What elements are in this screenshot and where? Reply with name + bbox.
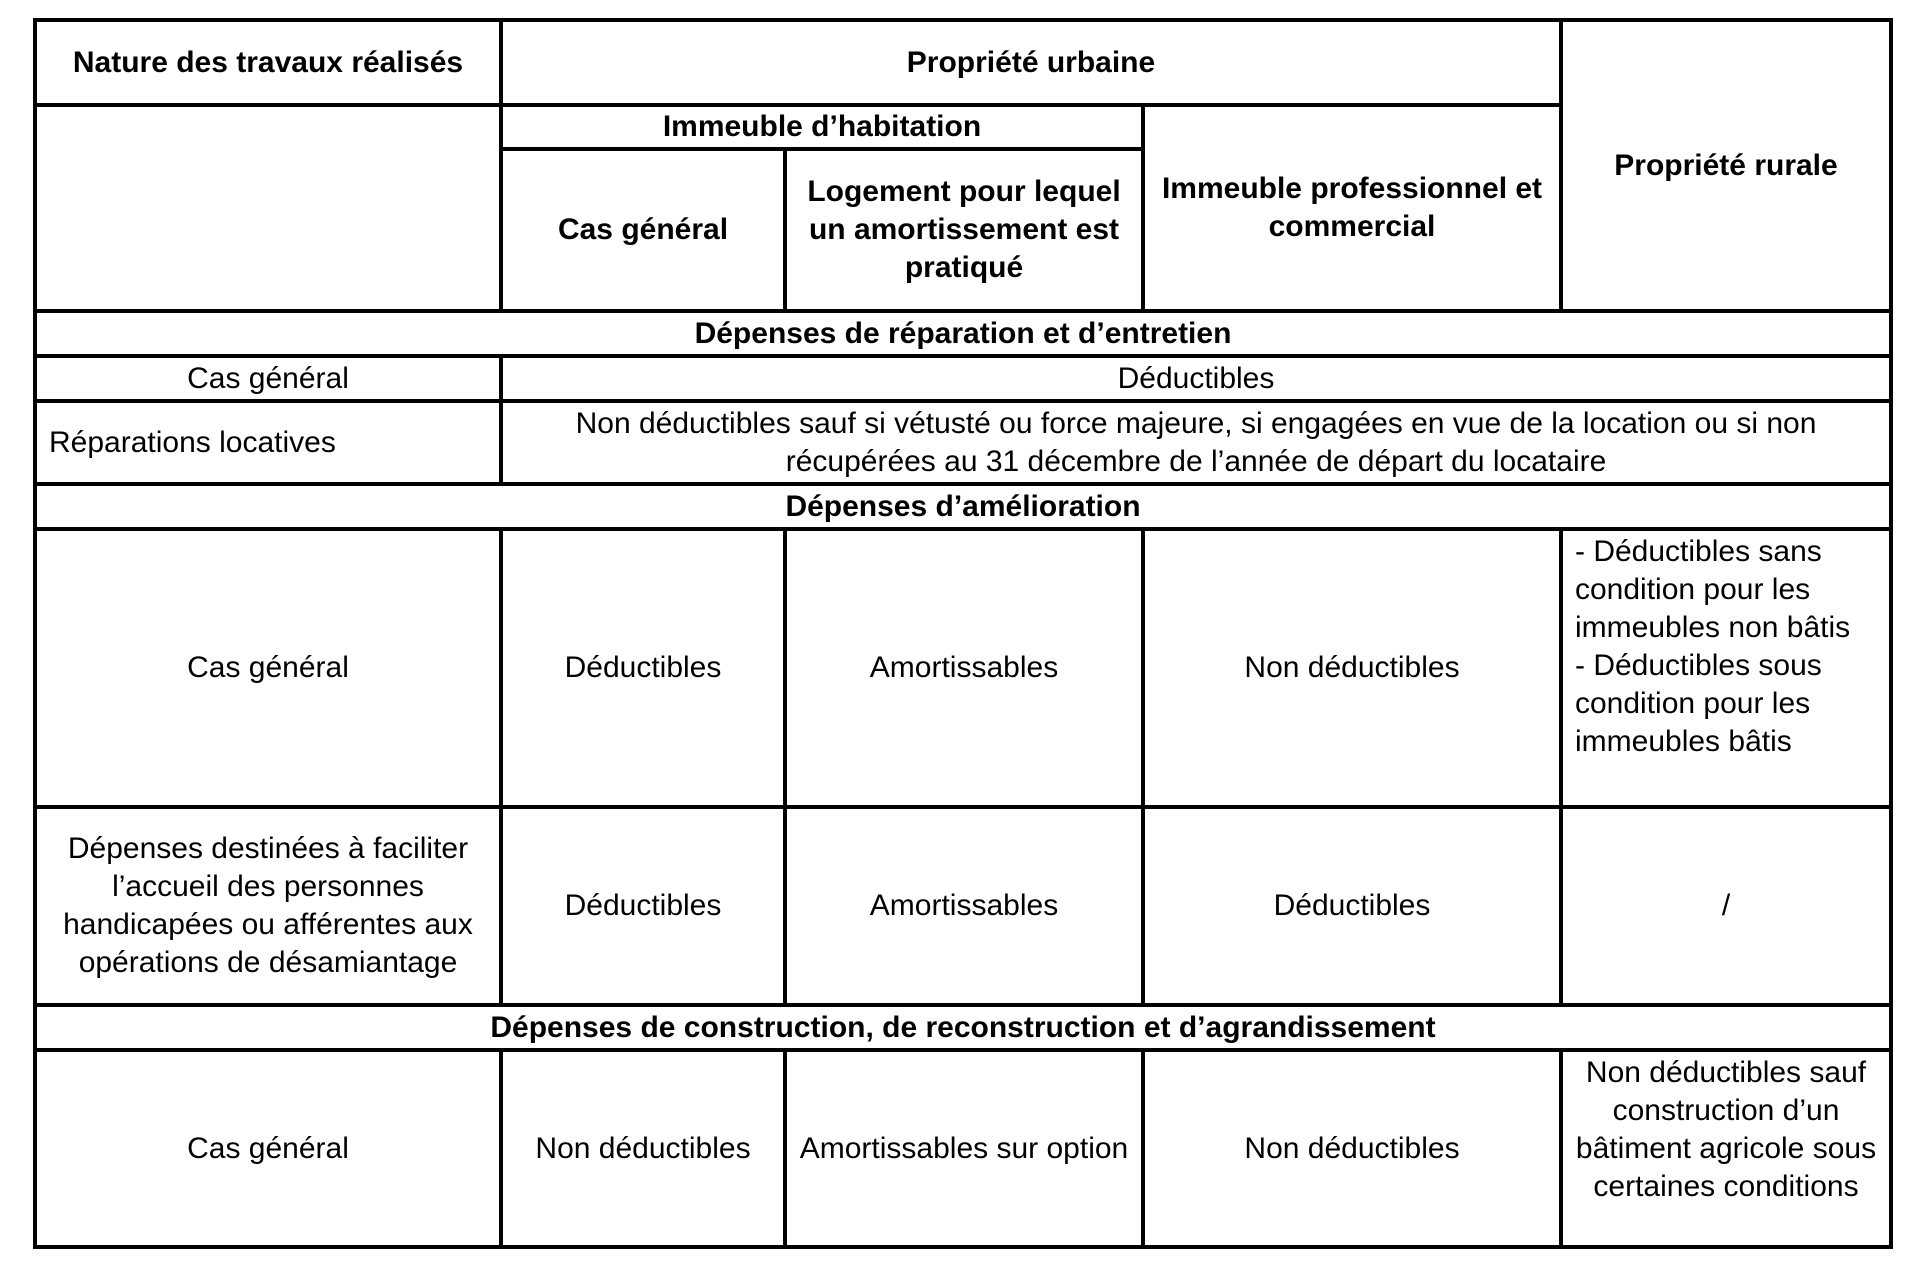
- header-empty-cell: [35, 105, 501, 311]
- table-row: [35, 356, 1891, 401]
- cell-reparations-locatives-rule: Non déductibles sauf si vétusté ou force majeure, si engagées en vue de la location ou si non récupérées au 31 décembre de l’année de départ du locataire: [501, 401, 1891, 484]
- header-propriete-rurale: Propriété rurale: [1561, 20, 1891, 311]
- cell-professionnel: Non déductibles: [1143, 1050, 1561, 1247]
- section-reparation-entretien: Dépenses de réparation et d’entretien: [35, 311, 1891, 356]
- header-immeuble-professionnel: Immeuble professionnel et commercial: [1143, 105, 1561, 311]
- header-row-1: [35, 20, 1891, 105]
- tax-deduction-table: [33, 18, 1893, 1249]
- section-row-amelioration: [35, 484, 1891, 529]
- cell-logement: Amortissables: [785, 807, 1143, 1005]
- cell-rurale: /: [1561, 807, 1891, 1005]
- table-row: [35, 529, 1891, 807]
- row-label-cas-general: Cas général: [35, 529, 501, 807]
- row-label-reparations-locatives: Réparations locatives: [35, 401, 501, 484]
- cell-logement: Amortissables sur option: [785, 1050, 1143, 1247]
- row-label-cas-general: Cas général: [35, 356, 501, 401]
- header-immeuble-habitation: Immeuble d’habitation: [501, 105, 1143, 149]
- table-row: [35, 1050, 1891, 1247]
- row-label-handicap-desamiantage: Dépenses destinées à faciliter l’accueil des personnes handicapées ou afférentes aux opérations de désamiantage: [35, 807, 501, 1005]
- cell-professionnel: Déductibles: [1143, 807, 1561, 1005]
- section-construction: Dépenses de construction, de reconstruction et d’agrandissement: [35, 1005, 1891, 1050]
- section-amelioration: Dépenses d’amélioration: [35, 484, 1891, 529]
- table-row: [35, 401, 1891, 484]
- cell-rurale: Non déductibles sauf construction d’un bâtiment agricole sous certaines conditions: [1561, 1050, 1891, 1247]
- header-nature-des-travaux: Nature des travaux réalisés: [35, 20, 501, 105]
- header-propriete-urbaine: Propriété urbaine: [501, 20, 1561, 105]
- header-cas-general: Cas général: [501, 149, 785, 311]
- cell-cas-general: Déductibles: [501, 807, 785, 1005]
- rurale-condition-batis: - Déductibles sous condition pour les immeubles bâtis: [1575, 649, 1822, 758]
- row-label-cas-general: Cas général: [35, 1050, 501, 1247]
- rurale-condition-non-batis: - Déductibles sans condition pour les immeubles non bâtis: [1575, 535, 1851, 644]
- cell-deductibles: Déductibles: [501, 356, 1891, 401]
- cell-cas-general: Non déductibles: [501, 1050, 785, 1247]
- section-row-construction: [35, 1005, 1891, 1050]
- cell-rurale: [1561, 529, 1891, 807]
- cell-professionnel: Non déductibles: [1143, 529, 1561, 807]
- header-logement-amortissement: Logement pour lequel un amortissement est pratiqué: [785, 149, 1143, 311]
- cell-cas-general: Déductibles: [501, 529, 785, 807]
- cell-logement: Amortissables: [785, 529, 1143, 807]
- table-row: [35, 807, 1891, 1005]
- section-row-reparation: [35, 311, 1891, 356]
